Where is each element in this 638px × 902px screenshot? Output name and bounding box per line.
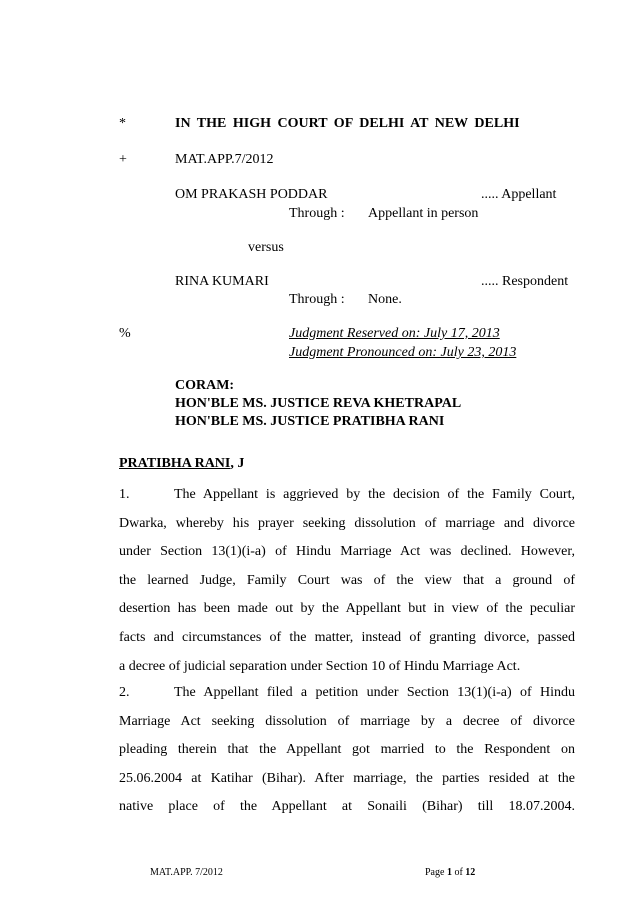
paragraph-line: Marriage Act seeking dissolution of marriage by a decree of divorce bbox=[119, 713, 575, 729]
paragraph-number: 2. bbox=[119, 685, 130, 700]
percent-mark: % bbox=[119, 326, 131, 341]
paragraph-number: 1. bbox=[119, 487, 130, 502]
through-label-appellant: Through : bbox=[289, 206, 345, 221]
paragraph-line: facts and circumstances of the matter, instead of granting divorce, passed bbox=[119, 629, 575, 645]
judgment-reserved-date: Judgment Reserved on: July 17, 2013 bbox=[289, 326, 500, 341]
author-line bbox=[119, 456, 244, 472]
author-suffix: , J bbox=[230, 456, 245, 471]
paragraph-2 bbox=[119, 679, 575, 822]
paragraph-line: a decree of judicial separation under Section 10 of Hindu Marriage Act. bbox=[119, 658, 521, 674]
coram-label: CORAM: bbox=[175, 378, 235, 393]
court-title: IN THE HIGH COURT OF DELHI AT NEW DELHI bbox=[175, 116, 520, 131]
respondent-role: ..... Respondent bbox=[481, 274, 569, 289]
versus-text: versus bbox=[248, 240, 284, 255]
paragraph-line: 1. The Appellant is aggrieved by the decision of the Family Court, bbox=[119, 481, 575, 510]
footer-page-number: Page 1 of 12 bbox=[425, 867, 476, 878]
paragraph-line: pleading therein that the Appellant got married to the Respondent on bbox=[119, 742, 575, 758]
star-mark: * bbox=[119, 116, 126, 131]
paragraph-line: desertion has been made out by the Appellant but in view of the peculiar bbox=[119, 601, 575, 617]
respondent-name: RINA KUMARI bbox=[175, 274, 269, 289]
respondent-counsel: None. bbox=[368, 292, 402, 307]
paragraph-line: Dwarka, whereby his prayer seeking dissolution of marriage and divorce bbox=[119, 515, 575, 531]
coram-judge-1: HON'BLE MS. JUSTICE REVA KHETRAPAL bbox=[175, 396, 462, 411]
paragraph-line: the learned Judge, Family Court was of the view that a ground of bbox=[119, 572, 575, 588]
appellant-counsel: Appellant in person bbox=[368, 206, 479, 221]
paragraph-line: 2. The Appellant filed a petition under Section 13(1)(i-a) of Hindu bbox=[119, 679, 575, 708]
paragraph-line: native place of the Appellant at Sonaili (Bihar) till 18.07.2004. bbox=[119, 799, 575, 815]
author-name: PRATIBHA RANI bbox=[119, 456, 231, 471]
appellant-name: OM PRAKASH PODDAR bbox=[175, 187, 328, 202]
paragraph-line: 25.06.2004 at Katihar (Bihar). After marriage, the parties resided at the bbox=[119, 770, 575, 786]
through-label-respondent: Through : bbox=[289, 292, 345, 307]
appellant-role: ..... Appellant bbox=[481, 187, 557, 202]
paragraph-1 bbox=[119, 481, 575, 681]
plus-mark: + bbox=[119, 152, 127, 167]
judgment-pronounced-date: Judgment Pronounced on: July 23, 2013 bbox=[289, 345, 517, 360]
paragraph-line: under Section 13(1)(i-a) of Hindu Marriage Act was declined. However, bbox=[119, 544, 575, 560]
coram-judge-2: HON'BLE MS. JUSTICE PRATIBHA RANI bbox=[175, 414, 445, 429]
case-number: MAT.APP.7/2012 bbox=[175, 152, 274, 167]
footer-case-ref: MAT.APP. 7/2012 bbox=[150, 867, 223, 878]
